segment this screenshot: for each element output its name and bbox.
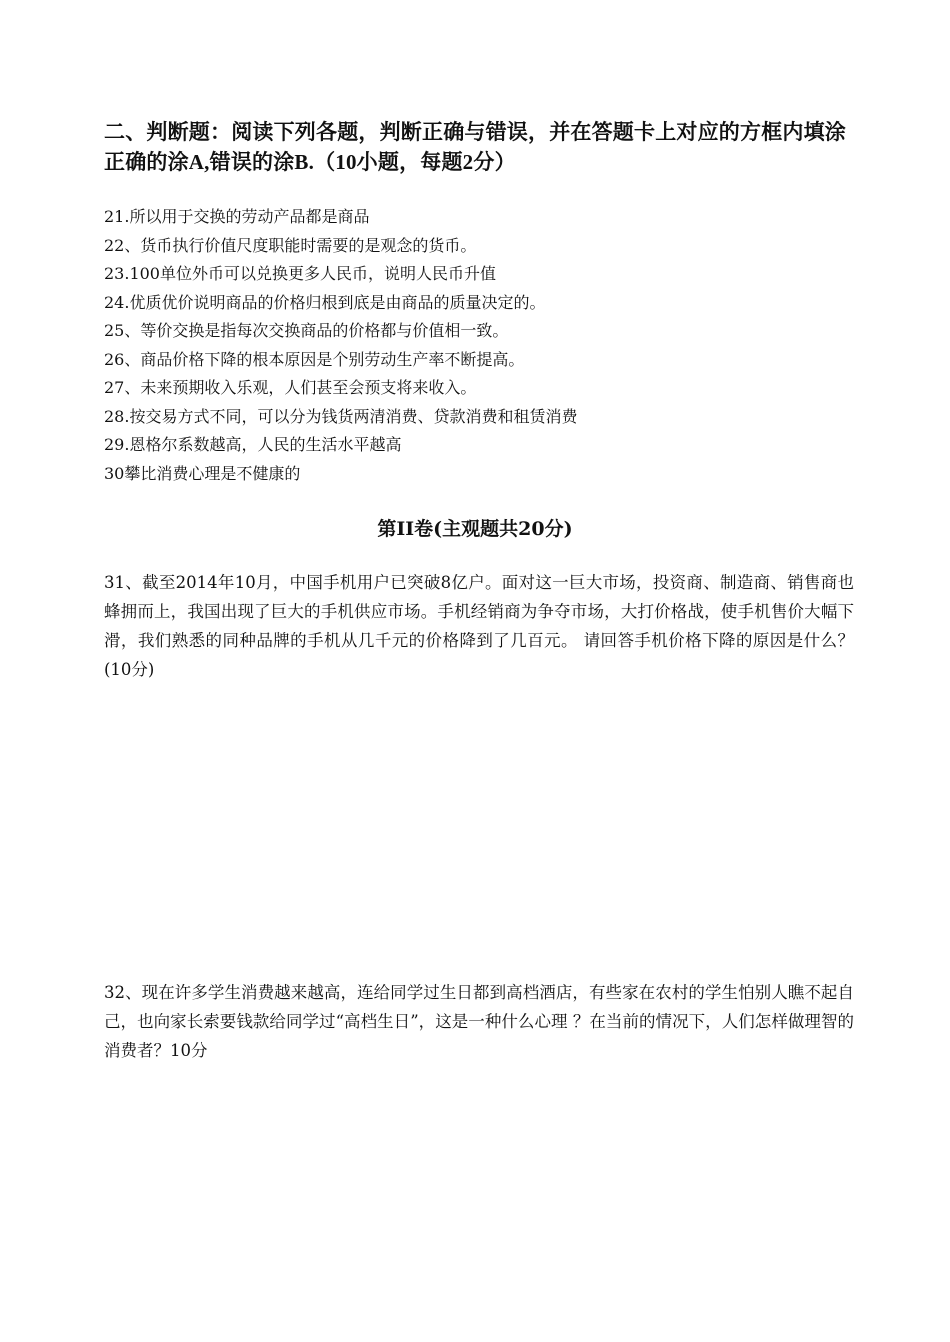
true-false-question-list xyxy=(104,203,864,488)
question-23: 23.100单位外币可以兑换更多人民币，说明人民币升值 xyxy=(104,264,496,283)
part-two-title: 第II卷(主观题共20分) xyxy=(377,518,573,540)
section-two-heading: 二、判断题：阅读下列各题，判断正确与错误，并在答题卡上对应的方框内填涂正确的涂A,错误的涂B.（10小题，每题2分） xyxy=(104,120,846,174)
question-31: 31、截至2014年10月，中国手机用户已突破8亿户。面对这一巨大市场，投资商、制造商、销售商也蜂拥而上，我国出现了巨大的手机供应市场。手机经销商为争夺市场，大打价格战，使手机售价大幅下滑，我们熟悉的同种品牌的手机从几千元的价格降到了几百元。 请回答手机价格下降的原因是什么？(10分) xyxy=(104,573,854,679)
question-30: 30攀比消费心理是不健康的 xyxy=(104,463,301,483)
question-29: 29.恩格尔系数越高，人民的生活水平越高 xyxy=(104,435,402,454)
question-27: 27、未来预期收入乐观，人们甚至会预支将来收入。 xyxy=(104,378,477,397)
question-26: 26、商品价格下降的根本原因是个别劳动生产率不断提高。 xyxy=(104,349,525,369)
question-24: 24.优质优价说明商品的价格归根到底是由商品的质量决定的。 xyxy=(104,292,546,312)
question-28: 28.按交易方式不同，可以分为钱货两清消费、贷款消费和租赁消费 xyxy=(104,406,578,426)
question-32: 32、现在许多学生消费越来越高，连给同学过生日都到高档酒店，有些家在农村的学生怕别人瞧不起自己，也向家长索要钱款给同学过“高档生日”，这是一种什么心理 ？在当前的情况下，人们怎样做理智的消费者？10分 xyxy=(104,983,854,1060)
question-25: 25、等价交换是指每次交换商品的价格都与价值相一致。 xyxy=(104,321,509,340)
question-21: 21.所以用于交换的劳动产品都是商品 xyxy=(104,207,370,226)
question-22: 22、货币执行价值尺度职能时需要的是观念的货币。 xyxy=(104,235,477,255)
